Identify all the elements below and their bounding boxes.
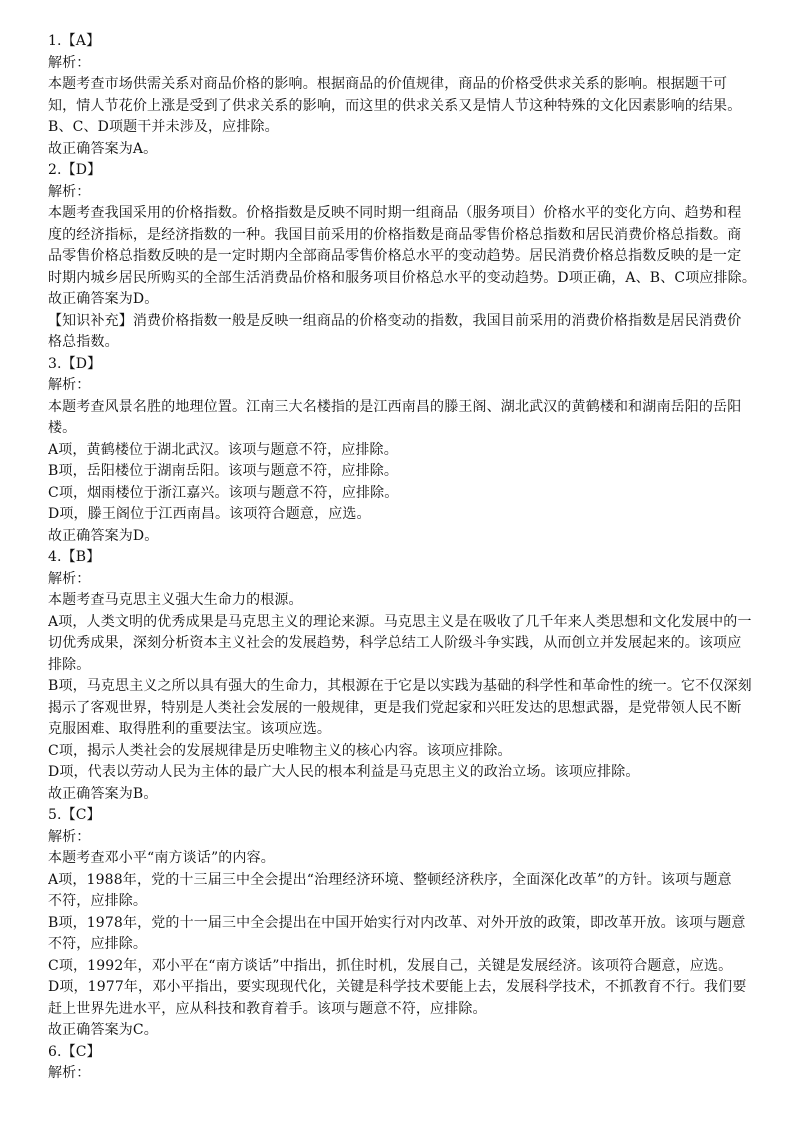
- text-line: 故正确答案为D。: [48, 527, 159, 544]
- text-line: 5.【C】: [48, 807, 101, 823]
- text-line: 【知识补充】消费价格指数一般是反映一组商品的价格变动的指数，我国目前采用的消费价格指数是居民消费价: [48, 312, 742, 329]
- text-line: 揭示了客观世界，特别是人类社会发展的一般规律，更是我们党起家和兴旺发达的思想武器，是党带领人民不断: [48, 699, 742, 716]
- text-line: A项，1988年，党的十三届三中全会提出“治理经济环境、整顿经济秩序，全面深化改革”的方针。该项与题意: [48, 871, 732, 888]
- text-line: D项，代表以劳动人民为主体的最广大人民的根本利益是马克思主义的政治立场。该项应排除。: [48, 764, 640, 780]
- text-line: C项，烟雨楼位于浙江嘉兴。该项与题意不符，应排除。: [48, 484, 399, 501]
- text-line: 不符，应排除。: [48, 936, 148, 952]
- text-line: 本题考查马克思主义强大生命力的根源。: [48, 592, 303, 608]
- text-line: 故正确答案为B。: [48, 785, 158, 802]
- text-line: 本题考查我国采用的价格指数。价格指数是反映不同时期一组商品（服务项目）价格水平的变化方向、趋势和程: [48, 205, 742, 221]
- text-line: 2.【D】: [48, 162, 102, 178]
- text-line: 解析：: [48, 377, 91, 393]
- text-line: 故正确答案为D。: [48, 291, 159, 307]
- text-line: 切优秀成果，深刻分析资本主义社会的发展趋势，科学总结工人阶级斗争实践，从而创立并发展起来的。该项应: [48, 635, 742, 651]
- text-line: A项，黄鹤楼位于湖北武汉。该项与题意不符，应排除。: [48, 441, 398, 458]
- text-line: 3.【D】: [48, 355, 102, 372]
- text-line: C项，揭示人类社会的发展规律是历史唯物主义的核心内容。该项应排除。: [48, 742, 512, 759]
- text-line: D项，滕王阁位于江西南昌。该项符合题意，应选。: [48, 506, 371, 522]
- text-line: 1.【A】: [48, 33, 101, 49]
- text-line: B项，1978年，党的十一届三中全会提出在中国开始实行对内改革、对外开放的政策，即改革开放。该项与题意: [48, 914, 746, 931]
- text-line: 故正确答案为C。: [48, 1022, 158, 1038]
- text-line: 赶上世界先进水平，应从科技和教育着手。该项与题意不符，应排除。: [48, 1000, 487, 1017]
- text-line: 本题考查邓小平“南方谈话”的内容。: [48, 850, 275, 866]
- text-line: 楼。: [48, 420, 77, 436]
- text-line: 本题考查风景名胜的地理位置。江南三大名楼指的是江西南昌的滕王阁、湖北武汉的黄鹤楼和和湖南岳阳的岳阳: [48, 398, 742, 415]
- text-line: 6.【C】: [48, 1043, 101, 1060]
- text-line: 时期内城乡居民所购买的全部生活消费品价格和服务项目价格总水平的变动趋势。D项正确，A、B、C项应排除。: [48, 269, 756, 286]
- text-line: A项，人类文明的优秀成果是马克思主义的理论来源。马克思主义是在吸收了几千年来人类思想和文化发展中的一: [48, 613, 752, 630]
- text-line: 不符，应排除。: [48, 893, 148, 909]
- text-line: 知，情人节花价上涨是受到了供求关系的影响，而这里的供求关系又是情人节这种特殊的文化因素影响的结果。: [48, 97, 742, 114]
- text-line: 解析：: [48, 183, 91, 200]
- text-line: 解析：: [48, 1065, 91, 1081]
- text-line: 解析：: [48, 828, 91, 845]
- text-line: 本题考查市场供需关系对商品价格的影响。根据商品的价值规律，商品的价格受供求关系的影响。根据题干可: [48, 76, 728, 92]
- text-line: B、C、D项题干并未涉及，应排除。: [48, 119, 279, 135]
- text-line: 品零售价格总指数反映的是一定时期内全部商品零售价格总水平的变动趋势。居民消费价格总指数反映的是一定: [48, 248, 742, 264]
- text-line: B项，马克思主义之所以具有强大的生命力，其根源在于它是以实践为基础的科学性和革命性的统一。它不仅深刻: [48, 678, 752, 694]
- text-line: 解析：: [48, 570, 91, 587]
- text-line: 格总指数。: [48, 334, 119, 350]
- text-line: D项，1977年，邓小平指出，要实现现代化，关键是科学技术要能上去，发展科学技术，不抓教育不行。我们要: [48, 979, 747, 995]
- text-line: 克服困难、取得胜利的重要法宝。该项应选。: [48, 721, 331, 737]
- text-line: C项，1992年，邓小平在“南方谈话”中指出，抓住时机，发展自己，关键是发展经济。该项符合题意，应选。: [48, 957, 733, 974]
- text-line: 度的经济指标，是经济指数的一种。我国目前采用的价格指数是商品零售价格总指数和居民消费价格总指数。商: [48, 226, 742, 243]
- answer-explanation-page: [48, 31, 760, 1085]
- text-line: 排除。: [48, 656, 91, 673]
- text-line: B项，岳阳楼位于湖南岳阳。该项与题意不符，应排除。: [48, 463, 399, 479]
- text-line: 4.【B】: [48, 549, 101, 565]
- text-line: 解析：: [48, 54, 91, 71]
- text-line: 故正确答案为A。: [48, 140, 158, 157]
